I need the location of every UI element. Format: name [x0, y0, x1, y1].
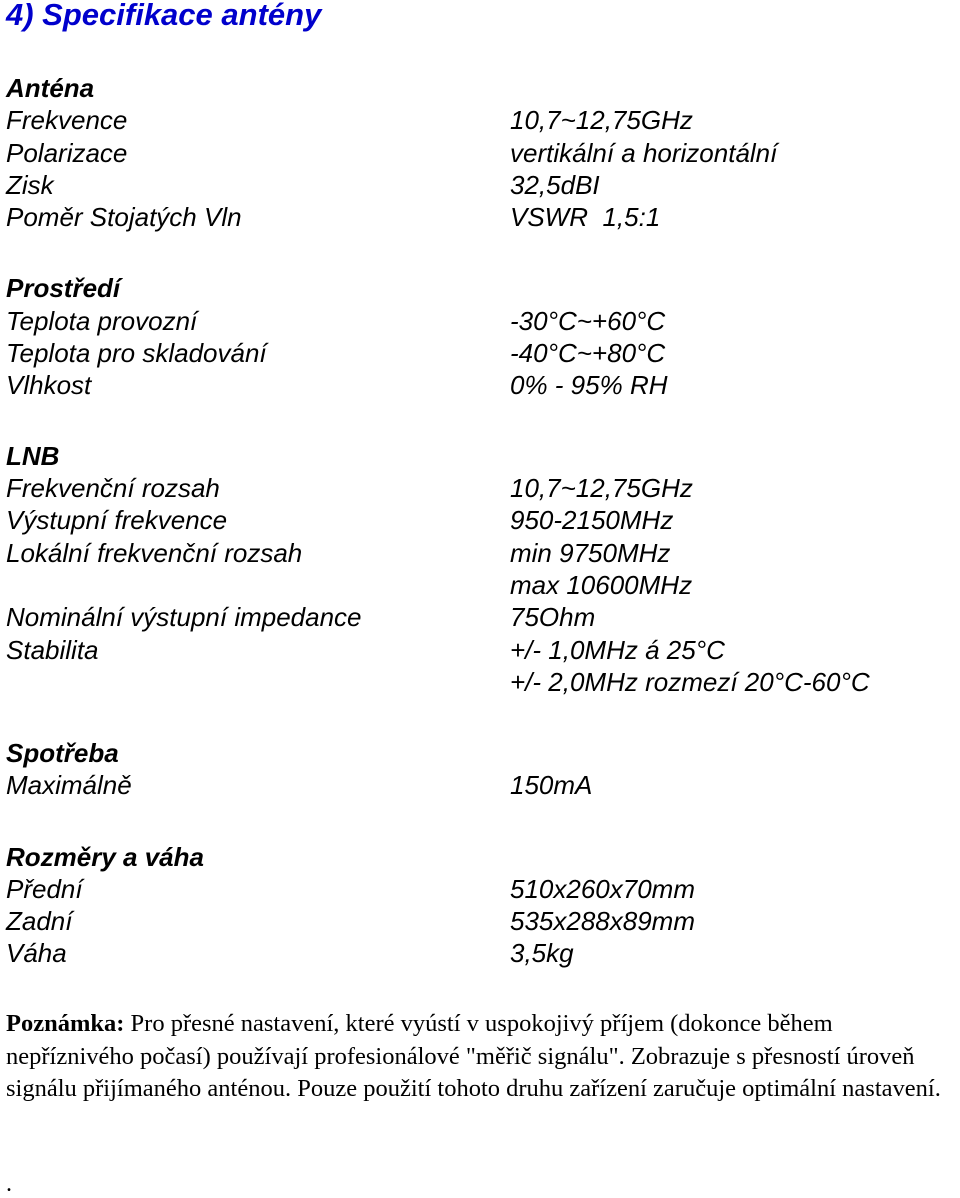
trailing-mark: .: [6, 1171, 12, 1197]
section-heading-prostredi: Prostředí: [6, 273, 121, 303]
spec-label: Váha: [6, 938, 67, 968]
spec-label: Teplota pro skladování: [6, 338, 267, 368]
spec-label: Teplota provozní: [6, 306, 198, 336]
spec-label: Frekvenční rozsah: [6, 473, 220, 503]
spec-value: 950-2150MHz: [510, 505, 674, 535]
spec-value: vertikální a horizontální: [510, 138, 778, 168]
spec-value: 3,5kg: [510, 938, 574, 968]
spec-label: Zadní: [6, 906, 73, 936]
page-title: 4) Specifikace antény: [6, 0, 322, 32]
spec-value: -30°C~+60°C: [510, 306, 666, 336]
spec-value: 32,5dBI: [510, 170, 600, 200]
spec-label: Zisk: [6, 170, 54, 200]
spec-value: 10,7~12,75GHz: [510, 105, 693, 135]
spec-value: 535x288x89mm: [510, 906, 695, 936]
spec-label: Vlhkost: [6, 370, 92, 400]
note-label: Poznámka:: [6, 1010, 125, 1037]
note-text: Pro přesné nastavení, které vyústí v uspokojivý příjem (dokonce během nepříznivého počasí) používají profesionálové "měřič signálu". Zobrazuje s přesností úroveň signálu přijímaného anténou. Pouze použití tohoto druhu zařízení zaručuje optimální nastavení.: [6, 1010, 941, 1102]
spec-label: Polarizace: [6, 138, 128, 168]
note-paragraph: [6, 1008, 956, 1106]
section-heading-spotreba: Spotřeba: [6, 738, 119, 768]
spec-label: Lokální frekvenční rozsah: [6, 538, 303, 568]
spec-value: 510x260x70mm: [510, 874, 695, 904]
spec-label: Výstupní frekvence: [6, 505, 228, 535]
spec-value: 150mA: [510, 770, 593, 800]
spec-label: Přední: [6, 874, 83, 904]
spec-value: 75Ohm: [510, 602, 596, 632]
spec-label: Stabilita: [6, 635, 99, 665]
spec-value-secondary: +/- 2,0MHz rozmezí 20°C-60°C: [510, 667, 870, 697]
spec-label: Nominální výstupní impedance: [6, 602, 362, 632]
section-heading-antena: Anténa: [6, 73, 95, 103]
section-heading-lnb: LNB: [6, 441, 60, 471]
spec-label: Frekvence: [6, 105, 128, 135]
spec-label: Poměr Stojatých Vln: [6, 202, 242, 232]
spec-value: -40°C~+80°C: [510, 338, 666, 368]
spec-value: 0% - 95% RH: [510, 370, 668, 400]
spec-value-secondary: max 10600MHz: [510, 570, 693, 600]
spec-value: +/- 1,0MHz á 25°C: [510, 635, 725, 665]
section-heading-rozmery: Rozměry a váha: [6, 842, 204, 872]
spec-label: Maximálně: [6, 770, 132, 800]
spec-value: VSWR 1,5:1: [510, 202, 661, 232]
spec-value: 10,7~12,75GHz: [510, 473, 693, 503]
spec-value: min 9750MHz: [510, 538, 671, 568]
